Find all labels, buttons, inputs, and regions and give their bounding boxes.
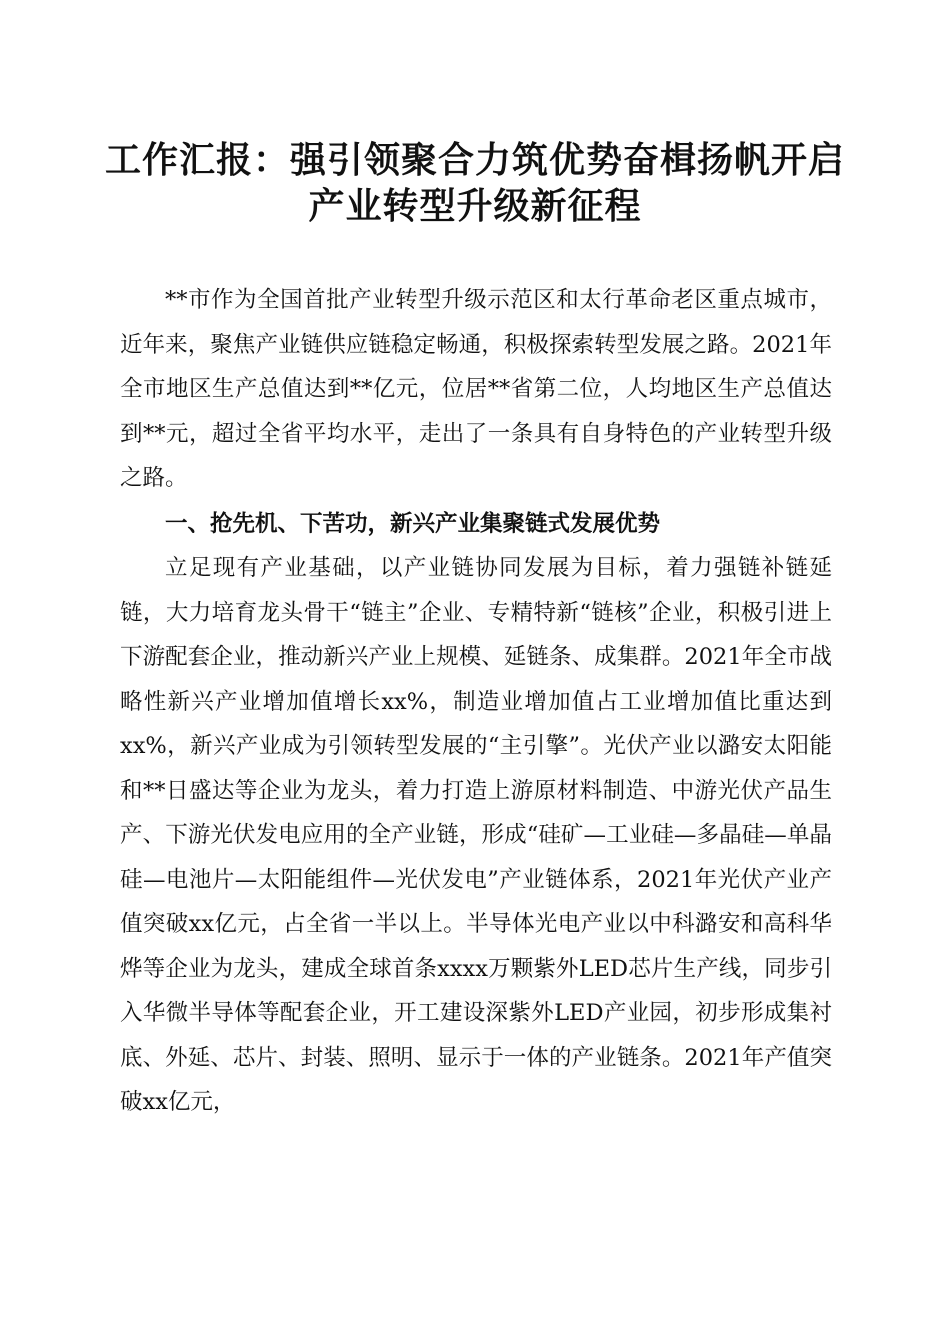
section-1-paragraph: 立足现有产业基础，以产业链协同发展为目标，着力强链补链延链，大力培育龙头骨干“链主”企业、专精特新“链核”企业，积极引进上下游配套企业，推动新兴产业上规模、延链条、成集群。2021年全市战略性新兴产业增加值增长xx%，制造业增加值占工业增加值比重达到xx%，新兴产业成为引领转型发展的“主引擎”。光伏产业以潞安太阳能和**日盛达等企业为龙头，着力打造上游原材料制造、中游光伏产品生产、下游光伏发电应用的全产业链，形成“硅矿—工业硅—多晶硅—单晶硅—电池片—太阳能组件—光伏发电”产业链体系，2021年光伏产业产值突破xx亿元，占全省一半以上。半导体光电产业以中科潞安和高科华烨等企业为龙头，建成全球首条xxxx万颗紫外LED芯片生产线，同步引入华微半导体等配套企业，开工建设深紫外LED产业园，初步形成集衬底、外延、芯片、封装、照明、显示于一体的产业链条。2021年产值突破xx亿元， [120,555,832,1115]
document-title-line-1: 工作汇报：强引领聚合力筑优势奋楫扬帆开启 [104,139,845,181]
section-1-heading: 一、抢先机、下苦功，新兴产业集聚链式发展优势 [165,511,661,537]
intro-paragraph: **市作为全国首批产业转型升级示范区和太行革命老区重点城市，近年来，聚焦产业链供应链稳定畅通，积极探索转型发展之路。2021年全市地区生产总值达到**亿元，位居**省第二位，人均地区生产总值达到**元，超过全省平均水平，走出了一条具有自身特色的产业转型升级之路。 [120,287,832,491]
document-title-line-2: 产业转型升级新征程 [308,185,642,227]
